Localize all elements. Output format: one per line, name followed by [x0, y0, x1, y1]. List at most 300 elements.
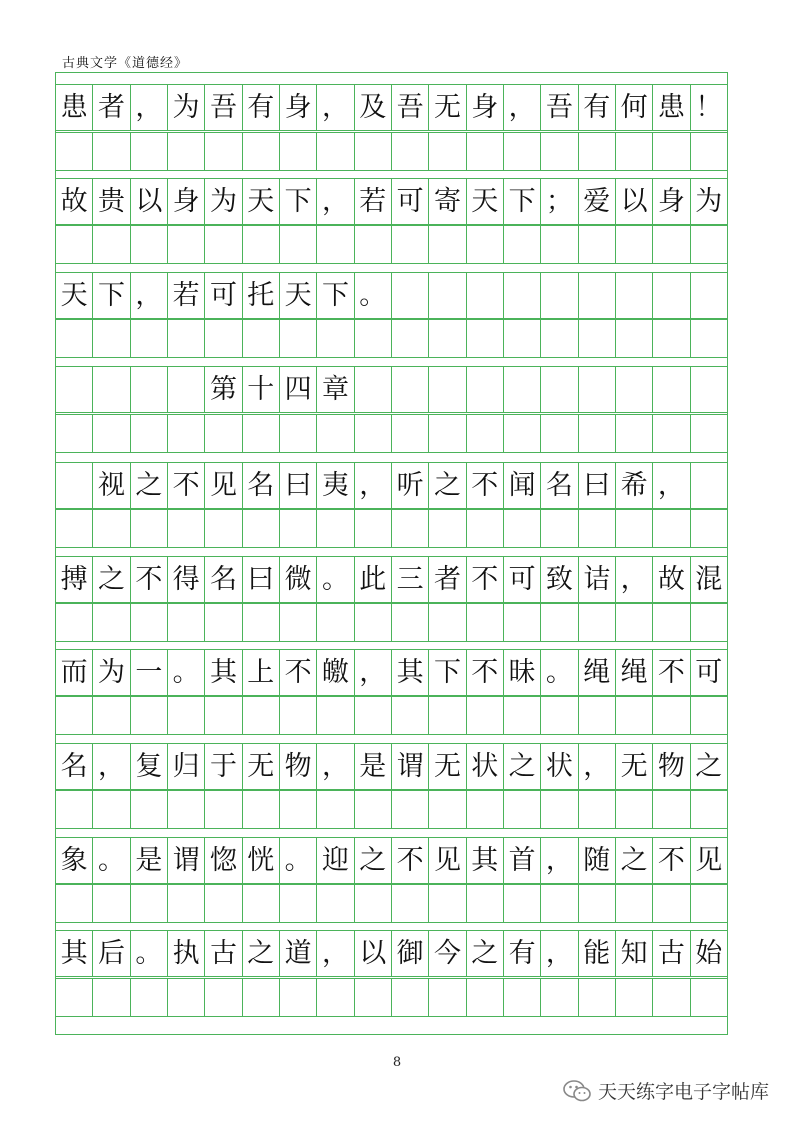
grid-cell [616, 133, 653, 170]
grid-cell [280, 320, 317, 357]
grid-cell: 十 [243, 367, 280, 412]
grid-cell [616, 791, 653, 828]
grid-cell: 名 [243, 463, 280, 508]
grid-cell: 搏 [56, 557, 93, 602]
grid-cell: 物 [653, 744, 690, 789]
grid-cell [168, 604, 205, 641]
grid-cell [691, 463, 727, 508]
grid-row [56, 225, 727, 264]
grid-cell [56, 367, 93, 412]
grid-cell [541, 604, 578, 641]
grid-cell: 致 [541, 557, 578, 602]
grid-cell: 三 [392, 557, 429, 602]
grid-cell: 。 [317, 557, 354, 602]
grid-cell: 不 [392, 838, 429, 883]
grid-row [56, 84, 727, 131]
grid-cell: 御 [392, 931, 429, 976]
grid-cell [355, 697, 392, 734]
grid-cell [355, 320, 392, 357]
grid-cell [168, 885, 205, 922]
grid-cell [392, 791, 429, 828]
grid-cell [691, 226, 727, 263]
grid-cell: ， [541, 838, 578, 883]
grid-cell [131, 510, 168, 547]
grid-cell [504, 320, 541, 357]
grid-cell [243, 415, 280, 452]
grid-cell: 可 [504, 557, 541, 602]
grid-cell [280, 604, 317, 641]
grid-cell [168, 791, 205, 828]
grid-row [56, 930, 727, 977]
grid-cell [579, 885, 616, 922]
grid-row [56, 743, 727, 790]
grid-cell [504, 697, 541, 734]
grid-row [56, 462, 727, 509]
grid-cell: 吾 [205, 85, 242, 130]
grid-cell [579, 979, 616, 1016]
grid-cell [168, 367, 205, 412]
grid-cell [205, 226, 242, 263]
grid-cell: ， [131, 85, 168, 130]
grid-cell [93, 510, 130, 547]
grid-cell [280, 510, 317, 547]
grid-cell [56, 226, 93, 263]
grid-row [56, 884, 727, 923]
grid-cell [504, 885, 541, 922]
grid-cell: 不 [131, 557, 168, 602]
grid-cell: 下 [93, 273, 130, 318]
grid-cell [429, 367, 466, 412]
grid-cell [392, 697, 429, 734]
grid-cell [243, 604, 280, 641]
grid-cell [691, 604, 727, 641]
grid-cell: 之 [93, 557, 130, 602]
grid-cell [168, 133, 205, 170]
grid-cell [93, 885, 130, 922]
grid-cell [541, 510, 578, 547]
grid-cell [429, 133, 466, 170]
grid-cell [131, 320, 168, 357]
grid-cell [579, 133, 616, 170]
grid-cell: 希 [616, 463, 653, 508]
grid-cell [467, 320, 504, 357]
grid-cell [467, 697, 504, 734]
grid-cell: 第 [205, 367, 242, 412]
grid-cell [691, 697, 727, 734]
grid-cell [691, 510, 727, 547]
grid-cell [653, 510, 690, 547]
grid-cell [392, 367, 429, 412]
grid-cell: ， [355, 463, 392, 508]
grid-cell [467, 885, 504, 922]
grid-cell [93, 697, 130, 734]
watermark-text: 天天练字电子字帖库 [598, 1081, 770, 1103]
grid-cell: ， [93, 744, 130, 789]
grid-cell: 其 [392, 650, 429, 695]
grid-cell [467, 979, 504, 1016]
grid-cell [243, 885, 280, 922]
practice-grid [55, 72, 728, 1035]
grid-cell [579, 604, 616, 641]
grid-cell: 其 [56, 931, 93, 976]
grid-cell [467, 226, 504, 263]
grid-cell [392, 885, 429, 922]
grid-cell: 物 [280, 744, 317, 789]
grid-cell: 见 [429, 838, 466, 883]
grid-cell: 不 [653, 650, 690, 695]
grid-cell: 之 [355, 838, 392, 883]
grid-cell [205, 510, 242, 547]
grid-cell [653, 791, 690, 828]
grid-cell [541, 415, 578, 452]
grid-cell [317, 320, 354, 357]
grid-cell [243, 510, 280, 547]
grid-cell [504, 791, 541, 828]
grid-cell [429, 415, 466, 452]
grid-cell: 以 [355, 931, 392, 976]
grid-cell [579, 791, 616, 828]
grid-cell [317, 697, 354, 734]
grid-cell: 下 [317, 273, 354, 318]
grid-cell [541, 791, 578, 828]
grid-cell [653, 320, 690, 357]
grid-cell: 故 [56, 179, 93, 224]
grid-cell [579, 226, 616, 263]
grid-cell: 随 [579, 838, 616, 883]
grid-cell [56, 604, 93, 641]
grid-cell: 患 [653, 85, 690, 130]
grid-cell [579, 367, 616, 412]
grid-cell [392, 415, 429, 452]
grid-cell [616, 415, 653, 452]
grid-cell [205, 415, 242, 452]
grid-cell [616, 979, 653, 1016]
grid-row [56, 978, 727, 1017]
grid-cell [317, 979, 354, 1016]
grid-cell [467, 415, 504, 452]
grid-cell: 吾 [541, 85, 578, 130]
grid-cell: 贵 [93, 179, 130, 224]
grid-cell [653, 367, 690, 412]
grid-cell: 者 [429, 557, 466, 602]
grid-cell: 若 [168, 273, 205, 318]
grid-cell [317, 226, 354, 263]
grid-cell: 今 [429, 931, 466, 976]
grid-cell [205, 791, 242, 828]
grid-cell: 古 [653, 931, 690, 976]
grid-cell [579, 320, 616, 357]
grid-cell [616, 885, 653, 922]
grid-cell: 可 [695, 657, 723, 688]
grid-cell: 谓 [168, 838, 205, 883]
grid-cell [243, 697, 280, 734]
grid-cell: 。 [93, 838, 130, 883]
grid-cell: 。 [541, 650, 578, 695]
grid-cell [392, 510, 429, 547]
grid-cell: 吾 [392, 85, 429, 130]
grid-cell: 是 [355, 744, 392, 789]
grid-cell [168, 697, 205, 734]
grid-cell [131, 415, 168, 452]
grid-cell [205, 885, 242, 922]
grid-cell: 四 [280, 367, 317, 412]
grid-cell [355, 133, 392, 170]
grid-cell: 不 [168, 463, 205, 508]
grid-cell [429, 226, 466, 263]
grid-cell: 不 [467, 557, 504, 602]
grid-cell: 得 [168, 557, 205, 602]
grid-cell: 复 [131, 744, 168, 789]
grid-cell [168, 320, 205, 357]
grid-cell [691, 885, 727, 922]
grid-cell [93, 415, 130, 452]
grid-row [56, 696, 727, 735]
grid-cell [616, 604, 653, 641]
grid-cell [504, 367, 541, 412]
grid-row [56, 272, 727, 319]
grid-cell: 之 [504, 744, 541, 789]
grid-cell: 名 [541, 463, 578, 508]
grid-cell [504, 273, 541, 318]
grid-cell: 于 [205, 744, 242, 789]
grid-cell [317, 133, 354, 170]
grid-cell [616, 697, 653, 734]
grid-cell: 下 [504, 179, 541, 224]
grid-cell [467, 604, 504, 641]
grid-cell [504, 415, 541, 452]
grid-cell [131, 791, 168, 828]
grid-cell [280, 226, 317, 263]
grid-cell [168, 510, 205, 547]
grid-cell [317, 415, 354, 452]
grid-cell: ！ [695, 92, 723, 123]
grid-cell [392, 979, 429, 1016]
grid-cell [93, 979, 130, 1016]
grid-cell [131, 133, 168, 170]
grid-cell [355, 885, 392, 922]
grid-cell: 见 [205, 463, 242, 508]
grid-cell [131, 885, 168, 922]
grid-cell: ， [317, 179, 354, 224]
grid-cell [429, 510, 466, 547]
grid-cell [355, 979, 392, 1016]
grid-cell [243, 226, 280, 263]
grid-cell [579, 273, 616, 318]
grid-cell [541, 133, 578, 170]
grid-cell: 诘 [579, 557, 616, 602]
grid-cell [280, 415, 317, 452]
grid-cell: 者 [93, 85, 130, 130]
grid-cell: 爱 [579, 179, 616, 224]
grid-cell [205, 133, 242, 170]
grid-cell: 无 [243, 744, 280, 789]
grid-cell [205, 979, 242, 1016]
grid-cell: 寄 [429, 179, 466, 224]
grid-cell [93, 791, 130, 828]
grid-cell: 曰 [579, 463, 616, 508]
grid-cell: 及 [355, 85, 392, 130]
grid-cell [317, 791, 354, 828]
grid-cell: 为 [695, 186, 723, 217]
grid-cell [691, 273, 727, 318]
grid-cell: 章 [317, 367, 354, 412]
grid-cell: 之 [429, 463, 466, 508]
grid-cell: 夷 [317, 463, 354, 508]
grid-cell [653, 885, 690, 922]
grid-cell [56, 697, 93, 734]
grid-row [56, 509, 727, 548]
grid-cell: 托 [243, 273, 280, 318]
grid-cell: 象 [56, 838, 93, 883]
grid-cell [467, 510, 504, 547]
grid-cell: 可 [205, 273, 242, 318]
grid-cell: 曰 [280, 463, 317, 508]
grid-cell [205, 604, 242, 641]
grid-cell: 古 [205, 931, 242, 976]
grid-cell: 其 [467, 838, 504, 883]
grid-cell: 为 [205, 179, 242, 224]
grid-cell [205, 697, 242, 734]
grid-cell [56, 885, 93, 922]
grid-cell: 绳 [616, 650, 653, 695]
grid-cell [653, 273, 690, 318]
grid-cell [616, 367, 653, 412]
grid-cell [616, 273, 653, 318]
grid-row [56, 414, 727, 453]
grid-cell [243, 791, 280, 828]
grid-cell [317, 510, 354, 547]
grid-cell: 下 [280, 179, 317, 224]
grid-row [56, 837, 727, 884]
grid-cell [243, 133, 280, 170]
grid-cell [93, 367, 130, 412]
grid-cell [616, 320, 653, 357]
grid-cell [168, 415, 205, 452]
grid-cell: 下 [429, 650, 466, 695]
grid-cell [504, 133, 541, 170]
grid-cell: 归 [168, 744, 205, 789]
grid-cell: 之 [131, 463, 168, 508]
watermark [562, 1077, 769, 1104]
grid-cell: 状 [541, 744, 578, 789]
grid-cell: 天 [243, 179, 280, 224]
grid-cell [355, 510, 392, 547]
grid-cell [317, 885, 354, 922]
grid-cell [392, 133, 429, 170]
grid-cell: 。 [168, 650, 205, 695]
grid-cell [429, 697, 466, 734]
grid-cell: 为 [93, 650, 130, 695]
grid-cell [131, 697, 168, 734]
grid-cell [653, 979, 690, 1016]
grid-cell: 名 [56, 744, 93, 789]
grid-cell [56, 979, 93, 1016]
grid-cell [467, 133, 504, 170]
grid-cell: 无 [616, 744, 653, 789]
grid-cell: 见 [695, 845, 723, 876]
grid-cell: 患 [56, 85, 93, 130]
grid-cell: ， [317, 85, 354, 130]
grid-cell [653, 697, 690, 734]
grid-cell [691, 415, 727, 452]
grid-cell [579, 697, 616, 734]
grid-cell [429, 273, 466, 318]
grid-cell: 微 [280, 557, 317, 602]
grid-cell: 昧 [504, 650, 541, 695]
grid-cell: 。 [280, 838, 317, 883]
grid-cell: 恍 [243, 838, 280, 883]
grid-row [56, 556, 727, 603]
grid-cell [653, 415, 690, 452]
grid-cell [168, 979, 205, 1016]
grid-cell [93, 133, 130, 170]
grid-cell [429, 885, 466, 922]
grid-cell [653, 604, 690, 641]
grid-cell: 迎 [317, 838, 354, 883]
grid-cell [579, 415, 616, 452]
grid-cell: 之 [243, 931, 280, 976]
grid-cell: 道 [280, 931, 317, 976]
grid-cell: 知 [616, 931, 653, 976]
grid-cell: ， [131, 273, 168, 318]
page-header: 古典文学《道德经》 [62, 56, 189, 71]
grid-cell: ； [541, 179, 578, 224]
grid-cell [392, 604, 429, 641]
grid-cell: ， [317, 744, 354, 789]
grid-cell: 身 [280, 85, 317, 130]
grid-cell [504, 510, 541, 547]
grid-cell [205, 320, 242, 357]
grid-cell [504, 979, 541, 1016]
grid-cell: 一 [131, 650, 168, 695]
grid-cell [429, 791, 466, 828]
grid-cell: 身 [653, 179, 690, 224]
grid-cell: 为 [168, 85, 205, 130]
grid-row [56, 649, 727, 696]
grid-row [56, 603, 727, 642]
grid-cell: 天 [56, 273, 93, 318]
grid-cell: 可 [392, 179, 429, 224]
grid-cell: 其 [205, 650, 242, 695]
grid-cell [691, 320, 727, 357]
grid-row [56, 319, 727, 358]
grid-cell: 首 [504, 838, 541, 883]
grid-cell [467, 273, 504, 318]
grid-cell [56, 415, 93, 452]
grid-cell: 之 [616, 838, 653, 883]
grid-cell [355, 791, 392, 828]
grid-cell [467, 367, 504, 412]
grid-cell: 而 [56, 650, 93, 695]
grid-row [56, 790, 727, 829]
grid-cell [429, 320, 466, 357]
grid-cell [280, 133, 317, 170]
grid-cell [355, 367, 392, 412]
grid-cell [280, 885, 317, 922]
grid-cell: 后 [93, 931, 130, 976]
grid-cell: 是 [131, 838, 168, 883]
grid-cell: 天 [280, 273, 317, 318]
grid-cell [131, 226, 168, 263]
grid-cell [280, 791, 317, 828]
grid-cell [392, 273, 429, 318]
grid-cell: 闻 [504, 463, 541, 508]
grid-cell: 能 [579, 931, 616, 976]
grid-cell: 若 [355, 179, 392, 224]
grid-cell: 无 [429, 85, 466, 130]
grid-cell: 惚 [205, 838, 242, 883]
grid-cell: ， [355, 650, 392, 695]
